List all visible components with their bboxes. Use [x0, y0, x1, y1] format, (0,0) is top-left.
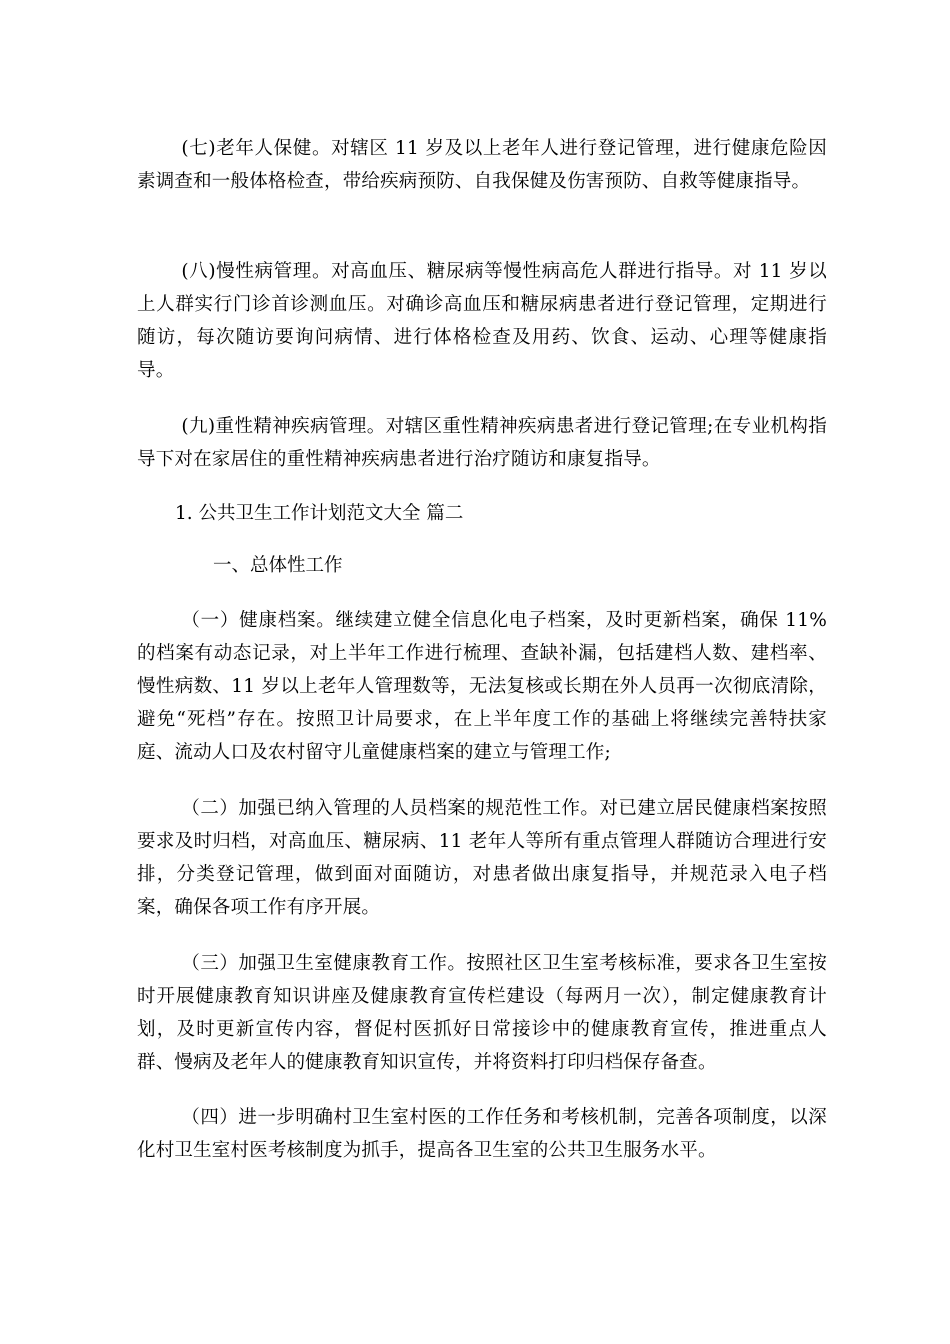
section-title: 1. 公共卫生工作计划范文大全 篇二 [175, 503, 464, 524]
paragraph-chronic-disease: (八)慢性病管理。对高血压、糖尿病等慢性病高危人群进行指导。对 11 岁以上人群实行门诊首诊测血压。对确诊高血压和糖尿病患者进行登记管理，定期进行随访，每次随访要询问病情、进行体格检查及用药、饮食、运动、心理等健康指导。 [137, 261, 827, 381]
item-health-records: （一）健康档案。继续建立健全信息化电子档案，及时更新档案，确保 11%的档案有动态记录，对上半年工作进行梳理、查缺补漏，包括建档人数、建档率、慢性病数、11 岁以上老年人管理数等，无法复核或长期在外人员再一次彻底清除，避免“死档”存在。按照卫计局要求，在上半年度工作的基础上将继续完善特扶家庭、流动人口及农村留守儿童健康档案的建立与管理工作; [137, 610, 827, 763]
paragraph-elderly-care: (七)老年人保健。对辖区 11 岁及以上老年人进行登记管理，进行健康危险因素调查和一般体格检查，带给疾病预防、自我保健及伤害预防、自救等健康指导。 [137, 138, 827, 192]
item-health-education: （三）加强卫生室健康教育工作。按照社区卫生室考核标准，要求各卫生室按时开展健康教育知识讲座及健康教育宣传栏建设（每两月一次），制定健康教育计划，及时更新宣传内容，督促村医抓好日常接诊中的健康教育宣传，推进重点人群、慢病及老年人的健康教育知识宣传，并将资料打印归档保存备查。 [137, 953, 827, 1073]
subsection-title: 一、总体性工作 [213, 555, 343, 576]
item-archive-standardization: （二）加强已纳入管理的人员档案的规范性工作。对已建立居民健康档案按照要求及时归档，对高血压、糖尿病、11 老年人等所有重点管理人群随访合理进行安排，分类登记管理，做到面对面随访，对患者做出康复指导，并规范录入电子档案，确保各项工作有序开展。 [137, 798, 827, 918]
paragraph-mental-illness: (九)重性精神疾病管理。对辖区重性精神疾病患者进行登记管理;在专业机构指导下对在家居住的重性精神疾病患者进行治疗随访和康复指导。 [137, 416, 827, 470]
item-village-doctor-assessment: （四）进一步明确村卫生室村医的工作任务和考核机制，完善各项制度，以深化村卫生室村医考核制度为抓手，提高各卫生室的公共卫生服务水平。 [137, 1107, 827, 1161]
